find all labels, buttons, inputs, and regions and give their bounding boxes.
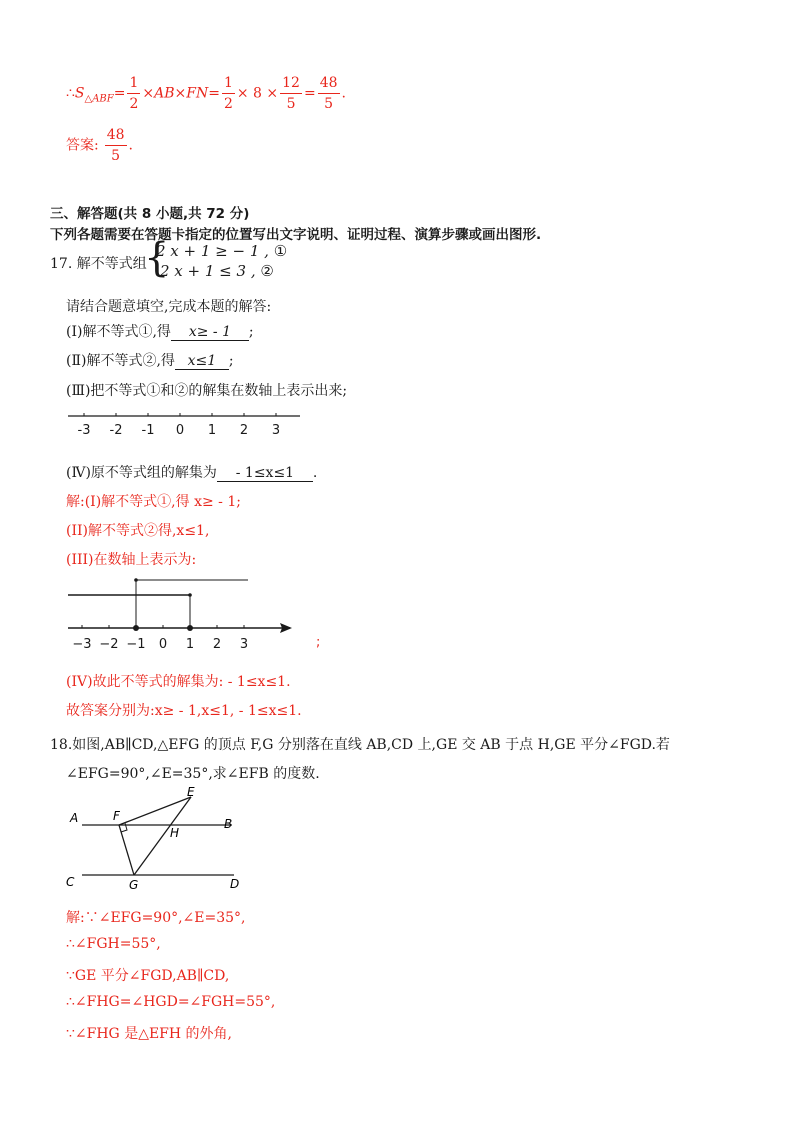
q18-figure (60, 782, 260, 894)
inequality-2: 2 x + 1 ≤ 3 , ② (160, 262, 274, 280)
label-C: C (66, 875, 75, 889)
q18-solution-4: ∴∠FHG=∠HGD=∠FGH=55°, (66, 994, 276, 1010)
area-formula: $\therefore S_{\triangle ABF}=$ $\frac{1}{2}$ ×AB×FN= $\frac{1}{2}$ × 8 × $\frac{12}{5}$ = $\frac{48}{5}$ . (66, 75, 346, 112)
q17-step1: (Ⅰ)解不等式①,得 x≥ - 1 ; (66, 324, 254, 340)
axis-tick-label: 1 (185, 637, 195, 652)
section-heading: 三、解答题(共 8 小题,共 72 分) (50, 206, 250, 222)
answer-line: 答案: $\frac{48}{5}$ . (66, 127, 133, 164)
label-H: H (170, 826, 180, 840)
axis-tick-label: 3 (271, 423, 281, 438)
label-A: A (70, 811, 79, 825)
q17-step3: (Ⅲ)把不等式①和②的解集在数轴上表示出来; (66, 383, 348, 399)
q18-solution-1: 解:∵∠EFG=90°,∠E=35°, (66, 910, 246, 926)
q18-solution-5: ∵∠FHG 是△EFH 的外角, (66, 1026, 233, 1042)
section-instruction: 下列各题需要在答题卡指定的位置写出文字说明、证明过程、演算步骤或画出图形. (50, 227, 542, 243)
axis-tick-label: −3 (72, 637, 92, 652)
axis-tick-label: 2 (212, 637, 222, 652)
q17-prompt: 请结合题意填空,完成本题的解答: (66, 299, 272, 315)
q17-solution-2: (II)解不等式②得,x≤1, (66, 523, 210, 539)
q17-solution-4: (IV)故此不等式的解集为: - 1≤x≤1. (66, 674, 291, 690)
axis-tick-label: 2 (239, 423, 249, 438)
q17-solution-5: 故答案分别为:x≥ - 1,x≤1, - 1≤x≤1. (66, 703, 302, 719)
q18-solution-2: ∴∠FGH=55°, (66, 936, 161, 952)
q18-line1: 18.如图,AB∥CD,△EFG 的顶点 F,G 分别落在直线 AB,CD 上,GE 交 AB 于点 H,GE 平分∠FGD.若 (50, 737, 670, 753)
axis-tick-label: 0 (175, 423, 185, 438)
q17-solution-3: (III)在数轴上表示为: (66, 552, 197, 568)
axis-tick-label: -3 (77, 423, 91, 438)
q18-line2: ∠EFG=90°,∠E=35°,求∠EFB 的度数. (66, 766, 320, 782)
label-B: B (224, 817, 233, 831)
q18-solution-3: ∵GE 平分∠FGD,AB∥CD, (66, 968, 230, 984)
inequality-1: 2 x + 1 ≥ − 1 , ① (156, 242, 288, 260)
q17-intro: 17. 解不等式组 (50, 256, 147, 272)
label-G: G (129, 878, 139, 892)
q17-step4: (Ⅳ)原不等式组的解集为 - 1≤x≤1 . (66, 465, 318, 481)
system-brace: { (144, 235, 170, 281)
axis-tick-label: 0 (158, 637, 168, 652)
axis-tick-label: 1 (207, 423, 217, 438)
q17-solution-1: 解:(I)解不等式①,得 x≥ - 1; (66, 494, 241, 510)
solution-number-line (62, 572, 332, 652)
axis-tick-label: −2 (99, 637, 119, 652)
label-D: D (230, 877, 240, 891)
label-F: F (113, 809, 120, 823)
axis-tick-label: 3 (239, 637, 249, 652)
axis-tick-label: -1 (141, 423, 155, 438)
axis-tick-label: −1 (126, 637, 146, 652)
axis-tick-label: -2 (109, 423, 123, 438)
blank-number-line (60, 408, 310, 444)
label-E: E (187, 785, 195, 799)
q17-step2: (Ⅱ)解不等式②,得 x≤1 ; (66, 353, 234, 369)
solution-axis-end: ; (316, 635, 321, 650)
